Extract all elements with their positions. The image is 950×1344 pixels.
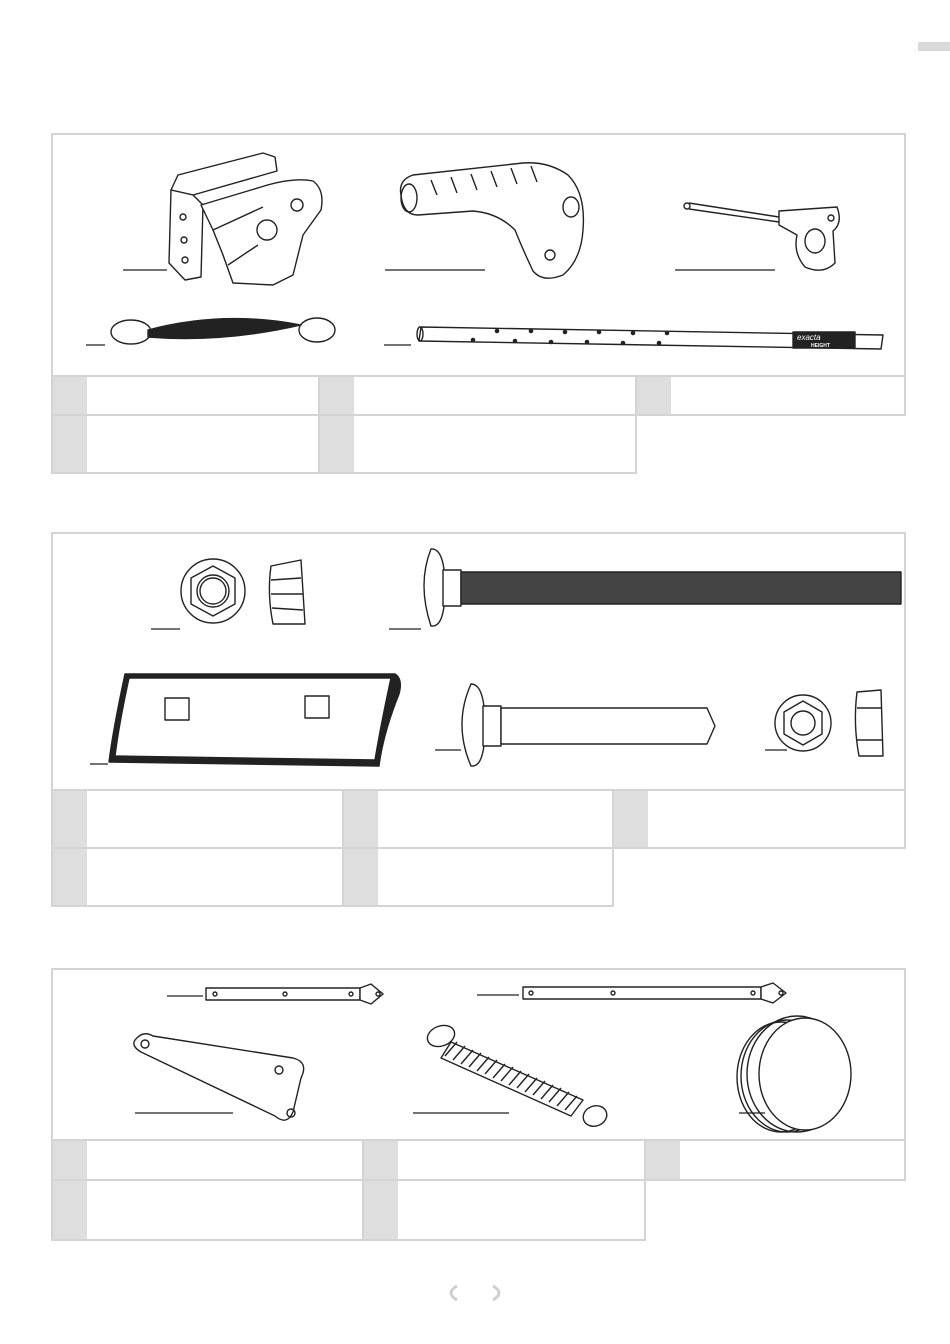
short-tension-rod-icon — [206, 984, 383, 1004]
part-cell — [51, 1139, 364, 1181]
tube-height-label: HEIGHT — [811, 343, 830, 349]
short-carriage-bolt-icon — [462, 684, 715, 766]
tube-brand-label: exacta — [797, 333, 821, 342]
part-number-cell — [364, 1181, 398, 1239]
part-cell — [318, 414, 637, 474]
part-number-cell — [344, 849, 378, 905]
springs-illustration-area — [53, 970, 908, 1143]
part-number-cell — [344, 791, 378, 847]
hardware-illustration-area — [53, 534, 908, 792]
part-number-cell — [614, 791, 648, 847]
part-number-cell — [53, 849, 87, 905]
parts-panel-main — [51, 133, 906, 416]
triangle-plate-icon — [134, 1034, 304, 1120]
long-carriage-bolt-icon — [424, 549, 901, 626]
page-number-ornament — [443, 1284, 507, 1302]
part-cell — [362, 1179, 646, 1241]
long-tension-rod-icon — [523, 983, 786, 1003]
part-cell — [635, 375, 906, 416]
part-cell — [51, 375, 320, 416]
part-number-cell — [320, 416, 354, 472]
locking-pin-icon — [684, 203, 839, 270]
part-number-cell — [53, 1181, 87, 1239]
part-number-cell — [637, 377, 671, 414]
part-cell — [644, 1139, 906, 1181]
part-number-cell — [53, 1141, 87, 1179]
part-cell — [51, 1179, 364, 1241]
part-number-cell — [53, 416, 87, 472]
end-cap-icon — [737, 1016, 851, 1132]
part-cell — [362, 1139, 646, 1181]
part-cell — [318, 375, 637, 416]
part-cell — [51, 414, 320, 474]
large-flange-nut-icon — [181, 559, 305, 624]
part-cell — [612, 789, 906, 849]
part-number-cell — [320, 377, 354, 414]
small-flange-nut-icon — [775, 690, 883, 756]
part-cell — [342, 847, 614, 907]
part-number-cell — [53, 377, 87, 414]
curved-bracket-plate-icon — [109, 674, 400, 766]
part-cell — [342, 789, 614, 849]
part-number-cell — [53, 791, 87, 847]
part-number-cell — [646, 1141, 680, 1179]
parts-illustration-area — [53, 135, 908, 377]
page-tab — [918, 42, 950, 51]
part-cell — [51, 789, 344, 849]
part-number-cell — [364, 1141, 398, 1179]
handlebar-bracket-icon — [169, 153, 322, 285]
handle-grip-icon — [401, 163, 584, 278]
part-cell — [51, 847, 344, 907]
elastic-strap-icon — [111, 318, 335, 344]
